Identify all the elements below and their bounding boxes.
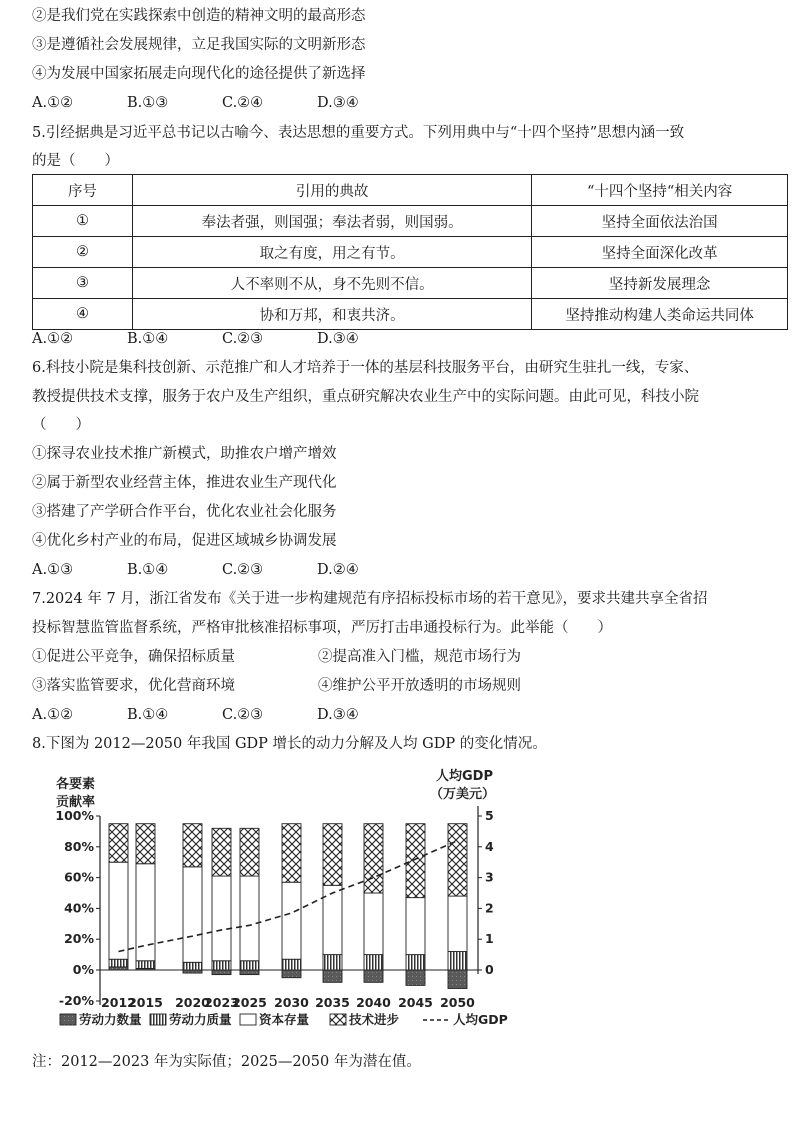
bar-segment — [448, 952, 467, 970]
q6-stem-line-1: 6.科技小院是集科技创新、示范推广和人才培养于一体的基层科技服务平台，由研究生驻扎一线，专家、 — [32, 360, 699, 376]
x-tick-label: 2040 — [356, 995, 391, 1010]
header-content: “十四个坚持“相关内容 — [532, 175, 788, 206]
bar-segment — [323, 970, 342, 982]
q6-option-d[interactable]: D.②④ — [317, 562, 359, 578]
bar-segment — [282, 824, 301, 883]
bar-segment — [406, 824, 425, 898]
bar-segment — [109, 967, 128, 970]
q6-statement-3: ③搭建了产学研合作平台，优化农业社会化服务 — [32, 504, 337, 520]
right-tick-label: 1 — [485, 931, 494, 947]
bar-segment — [448, 970, 467, 988]
bar-segment — [136, 961, 155, 969]
right-axis-title-line-2: （万美元） — [430, 787, 496, 802]
bar-segment — [282, 882, 301, 959]
bar-segment — [240, 961, 259, 970]
table-cell: 坚持推动构建人类命运共同体 — [532, 299, 788, 330]
q5-option-b[interactable]: B.①④ — [127, 331, 169, 347]
q7-stem-line-1: 7.2024 年 7 月，浙江省发布《关于进一步构建规范有序招标投标市场的若干意见》，要求共建共享全省招 — [32, 591, 708, 607]
q6-statement-1: ①探寻农业技术推广新模式，助推农户增产增效 — [32, 446, 337, 462]
q4-option-d[interactable]: D.③④ — [317, 95, 359, 111]
q7-option-c[interactable]: C.②③ — [222, 707, 264, 723]
q7-stem-line-2: 投标智慧监管监督系统，严格审批核准招标事项，严厉打击串通投标行为。此举能（ ） — [32, 620, 612, 636]
legend-label: 劳动力质量 — [169, 1012, 232, 1027]
left-tick-label: 0% — [72, 962, 94, 977]
table-cell: 人不率则不从，身不先则不信。 — [132, 268, 531, 299]
legend-swatch — [60, 1014, 76, 1025]
bar-segment — [212, 970, 231, 975]
left-tick-label: -20% — [58, 993, 94, 1008]
x-tick-label: 2023 — [204, 995, 239, 1010]
table-cell: ④ — [33, 299, 133, 330]
q4-option-a[interactable]: A.①② — [32, 95, 74, 111]
legend-label: 资本存量 — [259, 1012, 310, 1027]
x-tick-label: 2015 — [128, 995, 163, 1010]
q7-option-d[interactable]: D.③④ — [317, 707, 359, 723]
table-cell: 奉法者强，则国强；奉法者弱，则国弱。 — [132, 206, 531, 237]
left-tick-label: 60% — [64, 869, 94, 885]
chart-legend — [60, 1012, 508, 1027]
bar-segment — [448, 824, 467, 896]
q8-stem: 8.下图为 2012—2050 年我国 GDP 增长的动力分解及人均 GDP 的变化情况。 — [32, 736, 547, 752]
q4-statement-3: ③是遵循社会发展规律，立足我国实际的文明新形态 — [32, 37, 366, 53]
bar-segment — [240, 876, 259, 961]
left-tick-label: 80% — [64, 838, 94, 854]
q6-option-a[interactable]: A.①③ — [32, 562, 74, 578]
right-tick-label: 0 — [485, 962, 494, 977]
q6-stem-line-3: （ ） — [32, 417, 90, 433]
bar-segment — [240, 970, 259, 975]
left-axis-title-line-1: 各要素 — [56, 777, 96, 792]
x-tick-label: 2035 — [315, 995, 350, 1010]
q4-option-c[interactable]: C.②④ — [222, 95, 264, 111]
bar-segment — [109, 862, 128, 959]
bar-segment — [282, 959, 301, 970]
table-cell: 坚持新发展理念 — [532, 268, 788, 299]
q5-stem-line-2: 的是（ ） — [32, 153, 119, 169]
legend-swatch — [150, 1014, 166, 1025]
q6-option-c[interactable]: C.②③ — [222, 562, 264, 578]
table-cell: 协和万邦，和衷共济。 — [132, 299, 531, 330]
table-cell: ③ — [33, 268, 133, 299]
bar-segment — [183, 824, 202, 867]
table-cell: ② — [33, 237, 133, 268]
left-tick-label: 20% — [64, 931, 94, 947]
table-cell: 坚持全面依法治国 — [532, 206, 788, 237]
right-tick-label: 5 — [485, 808, 494, 823]
q7-option-a[interactable]: A.①② — [32, 707, 74, 723]
x-tick-label: 2030 — [274, 995, 309, 1010]
legend-label: 劳动力数量 — [79, 1012, 142, 1027]
legend-swatch — [240, 1014, 256, 1025]
bar-segment — [212, 828, 231, 876]
right-tick-label: 4 — [485, 838, 494, 854]
chart-footnote: 注：2012—2023 年为实际值；2025—2050 年为潜在值。 — [32, 1054, 421, 1070]
legend-label: 技术进步 — [349, 1012, 400, 1027]
q6-statement-4: ④优化乡村产业的布局，促进区域城乡协调发展 — [32, 533, 337, 549]
bar-segment — [212, 961, 231, 970]
bar-segment — [364, 955, 383, 970]
bar-segment — [212, 876, 231, 961]
x-tick-label: 2050 — [440, 995, 475, 1010]
bar-segment — [406, 955, 425, 970]
right-tick-label: 3 — [485, 869, 494, 885]
bar-segment — [364, 824, 383, 893]
q4-option-b[interactable]: B.①③ — [127, 95, 169, 111]
bar-segment — [364, 893, 383, 955]
header-allusion: 引用的典故 — [132, 175, 531, 206]
bar-segment — [406, 970, 425, 985]
bar-segment — [183, 970, 202, 973]
x-tick-label: 2012 — [101, 995, 136, 1010]
bar-segment — [136, 824, 155, 864]
bar-segment — [364, 970, 383, 982]
q5-option-d[interactable]: D.③④ — [317, 331, 359, 347]
right-axis-title-line-1: 人均GDP — [436, 769, 493, 784]
q5-option-a[interactable]: A.①② — [32, 331, 74, 347]
q7-statement-2: ②提高准入门槛，规范市场行为 — [318, 649, 521, 665]
table-cell: ① — [33, 206, 133, 237]
left-tick-label: 40% — [64, 900, 94, 916]
bar-segment — [109, 824, 128, 863]
q7-statement-4: ④维护公平开放透明的市场规则 — [318, 678, 521, 694]
bar-segment — [282, 970, 301, 978]
bar-segment — [323, 824, 342, 886]
bar-segment — [406, 898, 425, 955]
x-tick-label: 2020 — [175, 995, 210, 1010]
bar-segment — [183, 962, 202, 970]
legend-label: 人均GDP — [453, 1012, 508, 1027]
legend-swatch — [330, 1014, 346, 1025]
bar-segment — [448, 896, 467, 951]
left-axis-title-line-2: 贡献率 — [56, 795, 96, 810]
header-index: 序号 — [33, 175, 133, 206]
q5-stem-line-1: 5.引经据典是习近平总书记以古喻今、表达思想的重要方式。下列用典中与“十四个坚持”思想内涵一致 — [32, 125, 685, 141]
bar-segment — [109, 959, 128, 967]
left-tick-label: 100% — [55, 808, 94, 823]
bar-segment — [240, 828, 259, 876]
q7-statement-1: ①促进公平竞争，确保招标质量 — [32, 649, 235, 665]
q6-stem-line-2: 教授提供技术支撑，服务于农户及生产组织，重点研究解决农业生产中的实际问题。由此可见，科技小院 — [32, 389, 699, 405]
table-cell: 坚持全面深化改革 — [532, 237, 788, 268]
x-tick-label: 2045 — [398, 995, 433, 1010]
bar-segment — [183, 867, 202, 962]
q5-option-c[interactable]: C.②③ — [222, 331, 264, 347]
table-cell: 取之有度，用之有节。 — [132, 237, 531, 268]
q7-option-b[interactable]: B.①④ — [127, 707, 169, 723]
q4-statement-2: ②是我们党在实践探索中创造的精神文明的最高形态 — [32, 8, 366, 24]
x-tick-label: 2025 — [232, 995, 267, 1010]
bar-segment — [323, 955, 342, 970]
right-tick-label: 2 — [485, 900, 494, 916]
q6-statement-2: ②属于新型农业经营主体，推进农业生产现代化 — [32, 475, 337, 491]
q4-statement-4: ④为发展中国家拓展走向现代化的途径提供了新选择 — [32, 66, 366, 82]
q7-statement-3: ③落实监管要求，优化营商环境 — [32, 678, 235, 694]
q6-option-b[interactable]: B.①④ — [127, 562, 169, 578]
